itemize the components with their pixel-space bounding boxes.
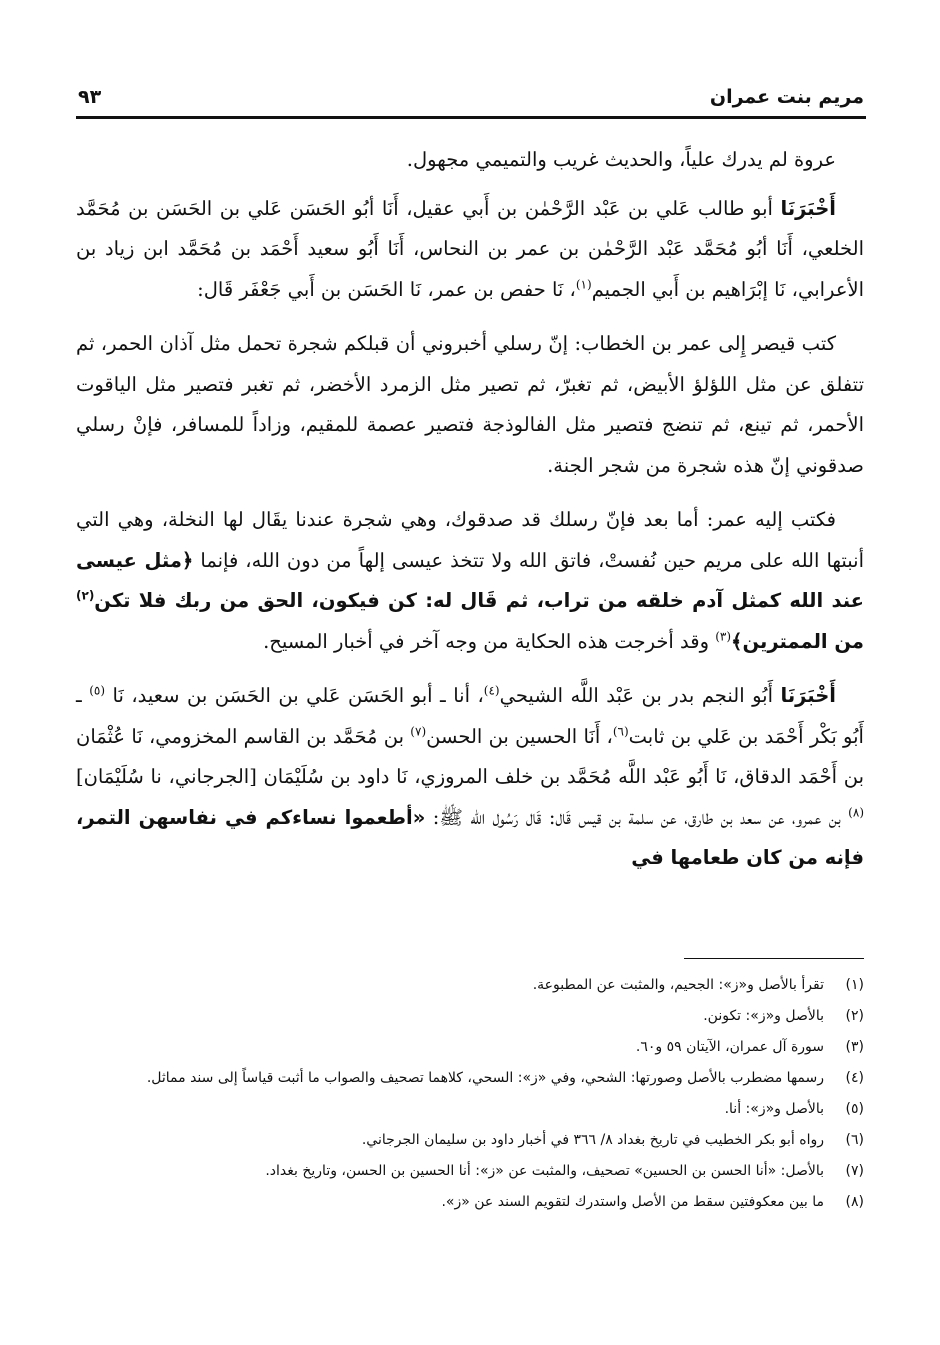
isnad-text: ـ أَبُو بَكْر أَحْمَد بن عَلي بن ثابت: [76, 684, 864, 748]
footnote-text: تقرأ بالأصل و«ز»: الجحيم، والمثبت عن المطبوعة.: [532, 977, 824, 993]
footnote: [76, 1125, 864, 1156]
footnote-text: رواه أبو بكر الخطيب في تاريخ بغداد ٨/ ٣٦٦ في أخبار داود بن سليمان الجرجاني.: [361, 1132, 824, 1148]
footnote-ref-3[interactable]: (٣): [715, 629, 732, 643]
quran-quote: ﴿مثل عيسى عند الله كمثل آدم خلقه من تراب، ثم قَال له: كن فيكون، الحق من ربك فلا تكن: [76, 548, 864, 612]
header-rule: [76, 116, 866, 119]
isnad-text: بن عمرو، عن سعد بن طارق، عن سلمة بن قيس قَال: قَال رَسُول الله ﷺ:: [425, 805, 849, 829]
footnote: [76, 1156, 864, 1187]
footnote-number: (٤): [845, 1070, 864, 1086]
paragraph-4: [76, 500, 864, 662]
footnote-number: (٣): [845, 1039, 864, 1055]
footnote: [76, 1001, 864, 1032]
footnote-ref-5[interactable]: (٥): [89, 683, 106, 698]
footnote-number: (٨): [845, 1194, 864, 1210]
page-header: [78, 70, 864, 108]
isnad-text: ، أَنَا الحسين بن الحسن: [426, 724, 613, 748]
footnote-number: (٥): [845, 1101, 864, 1117]
footnote-ref-6[interactable]: (٦): [612, 724, 629, 738]
isnad-text: أَبُو النجم بدر بن عَبْد اللَّه الشيحي: [499, 684, 781, 707]
footnote: [76, 1032, 864, 1063]
paragraph-3: كتب قيصر إِلى عمر بن الخطاب: إنّ رسلي أخبروني أن قبلكم شجرة تحمل مثل آذان الحمر، ثم تتفلق عن مثل اللؤلؤ الأبيض، ثم تغبرّ، ثم تصير مثل الزمرد الأخضر، ثم تغبر فتصير مثل الياقوت الأحمر، ثم تينع، ثم تنضج فتصير مثل الفالوذجة فتصير عصمة للمقيم، وزاداً للمسافر، فإنْ رسلي صدقوني إنّ هذه شجرة من شجر الجنة.: [76, 332, 864, 477]
letter-text: فكتب إليه عمر: أما بعد فإنّ رسلك قد صدقوك، وهي شجرة عندنا يقَال لها النخلة، وهي التي أنبتها الله على مريم حين نُفستْ، فاتق الله ولا تتخذ عيسى إلهاً من دون الله، فإنما: [76, 508, 864, 572]
isnad-text: بن مُحَمَّد بن القاسم المخزومي، نَا عُثْمَان بن أَحْمَد الدقاق، نَا أَبُو عَبْد اللَّه مُحَمَّد بن خلف المروزي، نَا داود بن سُلَيْمَان [الجرجاني، نا سُلَيْمَان]: [76, 724, 864, 788]
isnad-text: ، نَا حفص بن عمر، نَا الحَسَن بن أَبي جَعْفَر قَال:: [197, 277, 576, 301]
footnote-text: سورة آل عمران، الآيتان ٥٩ و٦٠.: [635, 1039, 824, 1055]
paragraph-1: عروة لم يدرك علياً، والحديث غريب والتميمي مجهول.: [406, 148, 836, 171]
quran-quote-end: من الممترين﴾: [731, 629, 864, 653]
footnote-text: رسمها مضطرب بالأصل وصورتها: الشحي، وفي «ز»: السحي، كلاهما تصحيف والصواب ما أثبت قياساً إلى سند مماثل.: [146, 1070, 824, 1086]
isnad-text: أبو طالب عَلي بن عَبْد الرَّحْمٰن بن أَبي عقيل، أَنَا أبُو الحَسَن عَلي بن الحَسَن بن مُحَمَّد الخلعي، أَنَا أبُو مُحَمَّد عَبْد الرَّحْمٰن بن عمر بن النحاس، أَنَا أَبُو سعيد أَحْمَد بن مُحَمَّد ابن زياد بن الأعرابي، نَا إبْرَاهيم بن أَبي الجميم: [76, 196, 864, 301]
akhbarana-lead: أَخْبَرَنَا: [780, 684, 836, 707]
footnote-text: بالأصل: «أنا الحسن بن الحسين» تصحيف، والمثبت عن «ز»: أنا الحسين بن الحسن، وتاريخ بغداد.: [265, 1163, 824, 1179]
footnote-ref-2[interactable]: (٢): [76, 588, 95, 603]
akhbarana-lead: أَخْبَرَنَا: [780, 196, 836, 220]
isnad-text: ، أنا ـ أبو الحَسَن عَلي بن الحَسَن بن سعيد، نَا: [105, 684, 484, 707]
paragraph-2: [76, 189, 864, 311]
footnote: [76, 1094, 864, 1125]
paragraph-5: [76, 676, 864, 879]
page-number: ٩٣: [78, 86, 102, 108]
letter-text: وقد أخرجت هذه الحكاية من وجه آخر في أخبار المسيح.: [263, 629, 716, 653]
footnote-ref-7[interactable]: (٧): [410, 724, 427, 738]
footnote-number: (٦): [845, 1132, 864, 1148]
footnote-ref-4[interactable]: (٤): [483, 683, 500, 698]
footnote-text: بالأصل و«ز»: أنا.: [724, 1101, 824, 1117]
running-title: مريم بنت عمران: [709, 86, 864, 108]
footnote-number: (١): [845, 977, 864, 993]
footnote: [76, 1063, 864, 1094]
footnotes: [76, 970, 864, 1218]
footnote-ref-8[interactable]: (٨): [848, 805, 864, 819]
hadith-text: «أطعموا نساءكم في نفاسهن التمر، فإنه من كان طعامها في: [76, 805, 864, 869]
footnote-rule: [684, 958, 864, 959]
footnote-text: ما بين معكوفتين سقط من الأصل واستدرك لتقويم السند عن «ز».: [441, 1194, 824, 1210]
footnote-text: بالأصل و«ز»: تكونن.: [703, 1008, 824, 1024]
main-text: [76, 140, 864, 893]
footnote-ref-1[interactable]: (١): [575, 277, 592, 291]
footnote-number: (٢): [845, 1008, 864, 1024]
footnote-number: (٧): [845, 1163, 864, 1179]
footnote: [76, 1187, 864, 1218]
footnote: [76, 970, 864, 1001]
